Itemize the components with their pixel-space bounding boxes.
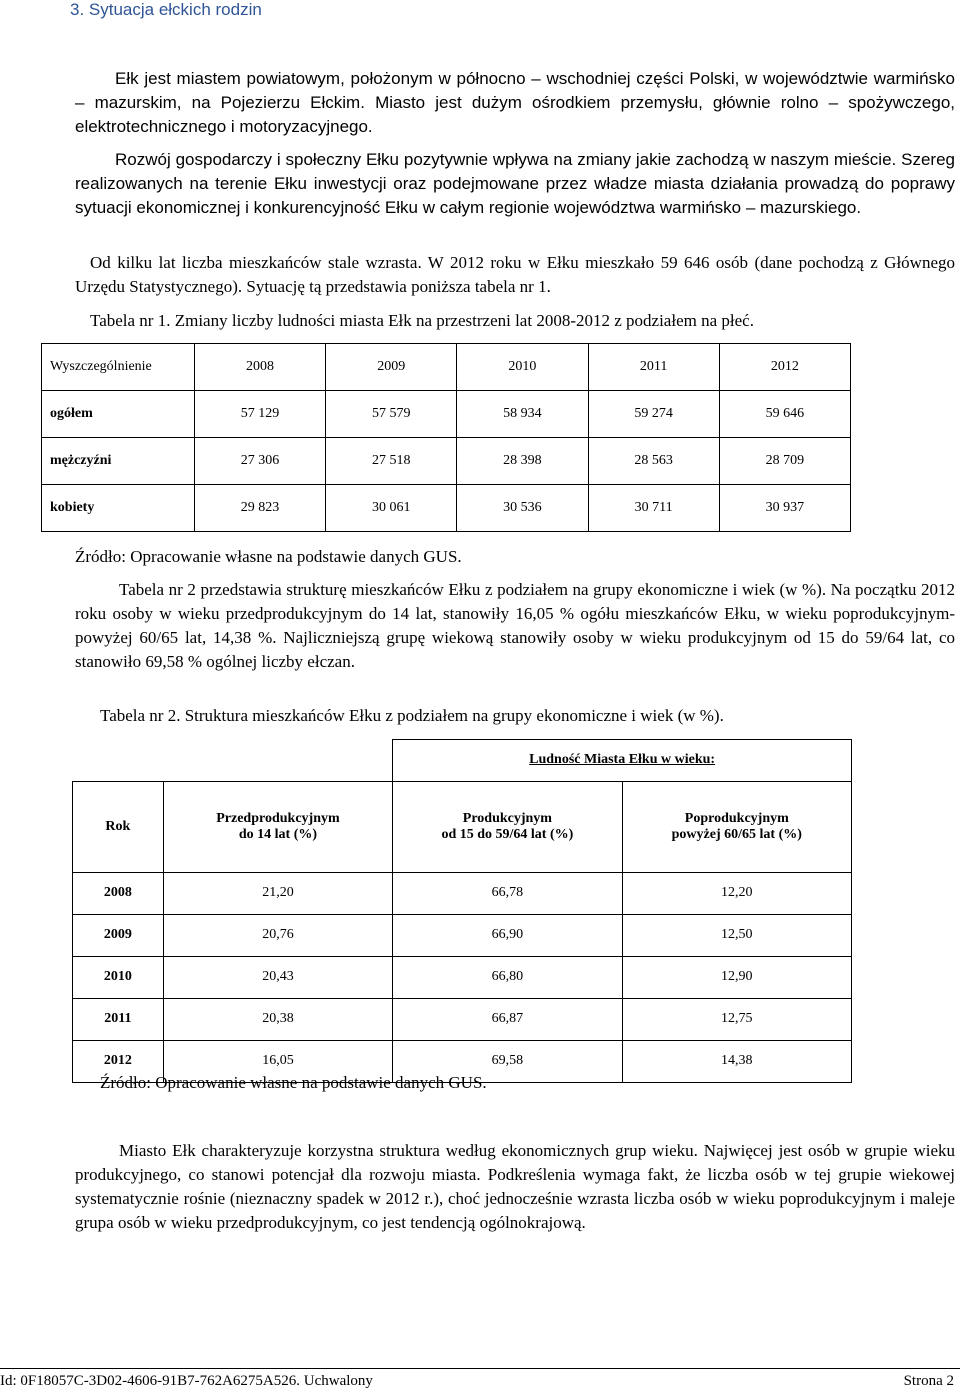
row-year: 2008 [73,872,164,914]
table-header-cell: 2010 [457,344,588,391]
age-structure-table [72,739,852,1083]
table-cell: 59 646 [719,391,850,438]
table-cell: 66,78 [393,872,622,914]
table-cell: 66,87 [393,998,622,1040]
row-year: 2009 [73,914,164,956]
table-cell: 30 061 [326,485,457,532]
table-row [42,391,851,438]
table-cell: 57 129 [194,391,325,438]
paragraph-population [75,251,955,299]
table-row [73,914,852,956]
table2-source: Źródło: Opracowanie własne na podstawie danych GUS. [100,1073,487,1092]
table-header-row [42,344,851,391]
table-cell: 66,80 [393,956,622,998]
table-cell: 30 536 [457,485,588,532]
table-cell: 12,20 [622,872,851,914]
document-id: Id: 0F18057C-3D02-4606-91B7-762A6275A526. Uchwalony [0,1373,373,1389]
row-label: ogółem [42,391,195,438]
table-header-cell: Wyszczególnienie [42,344,195,391]
paragraph-intro-text: Ełk jest miastem powiatowym, położonym w północno – wschodniej części Polski, w województwie warmińsko – mazurskim, na Pojezierzu Ełckim. Miasto jest dużym ośrodkiem przemysłu, głównie rolno – spożywczego, elektrotechnicznego i motoryzacyjnego. [75,69,955,136]
table-header-cell: 2012 [719,344,850,391]
paragraph-development [75,148,955,220]
page-footer [0,1368,960,1392]
paragraph-structure-text: Tabela nr 2 przedstawia strukturę mieszkańców Ełku z podziałem na grupy ekonomiczne i wiek (w %). Na początku 2012 roku osoby w wieku przedprodukcyjnym do 14 lat, stanowiły 16,05 % ogółu mieszkańców Ełku, w wieku poprodukcyjnym- powyżej 60/65 lat, 14,38 %. Najliczniejszą grupę wiekową stanowiły osoby w wieku produkcyjnym od 15 do 59/64 lat, co stanowiło 69,58 % ogólnej liczby ełczan. [75,580,955,671]
paragraph-population-text: Od kilku lat liczba mieszkańców stale wzrasta. W 2012 roku w Ełku mieszkało 59 646 osób (dane pochodzą z Głównego Urzędu Statystycznego). Sytuację tą przedstawia poniższa tabela nr 1. [75,253,955,296]
table-cell: 20,38 [163,998,393,1040]
col-header-line: Produkcyjnym [462,810,552,826]
col-header-postproductive [622,781,851,872]
row-label: kobiety [42,485,195,532]
table-cell: 30 937 [719,485,850,532]
table-cell: 20,43 [163,956,393,998]
table-cell: 28 398 [457,438,588,485]
table-row [42,485,851,532]
col-header-line: od 15 do 59/64 lat (%) [441,826,574,842]
table-cell: 27 518 [326,438,457,485]
col-header-line: powyżej 60/65 lat (%) [671,826,802,842]
group-header-text: Ludność Miasta Ełku w wieku: [529,752,716,768]
table-cell: 14,38 [622,1040,851,1082]
table1-caption: Tabela nr 1. Zmiany liczby ludności miasta Ełk na przestrzeni lat 2008-2012 z podziałem na płeć. [90,311,754,330]
table-cell: 21,20 [163,872,393,914]
table-header-cell: 2009 [326,344,457,391]
section-heading: 3. Sytuacja ełckich rodzin [70,0,262,19]
row-year: 2010 [73,956,164,998]
table-header-cell: 2011 [588,344,719,391]
paragraph-development-text: Rozwój gospodarczy i społeczny Ełku pozytywnie wpływa na zmiany jakie zachodzą w naszym mieście. Szereg realizowanych na terenie Ełku inwestycji oraz podejmowane przez władze miasta działania prowadzą do poprawy sytuacji ekonomicznej i konkurencyjność Ełku w całym regionie województwa warmińsko – mazurskiego. [75,150,955,217]
paragraph-conclusion [75,1139,955,1235]
col-header-year: Rok [73,781,164,872]
table-header-cell: 2008 [194,344,325,391]
col-header-line: do 14 lat (%) [238,826,318,842]
paragraph-structure [75,578,955,674]
table-cell: 28 563 [588,438,719,485]
table-cell: 20,76 [163,914,393,956]
table-cell: 16,05 [163,1040,393,1082]
col-header-preproductive [163,781,393,872]
table-cell: 59 274 [588,391,719,438]
table-cell: 66,90 [393,914,622,956]
group-header-cell [393,740,852,782]
table-cell: 12,90 [622,956,851,998]
table-cell: 69,58 [393,1040,622,1082]
col-header-line: Poprodukcyjnym [684,810,789,826]
row-year: 2011 [73,998,164,1040]
col-header-productive [393,781,622,872]
paragraph-conclusion-text: Miasto Ełk charakteryzuje korzystna struktura według ekonomicznych grup wieku. Najwięcej jest osób w grupie wieku produkcyjnego, co stanowi potencjał dla rozwoju miasta. Podkreślenia wymaga fakt, że liczba osób w tej grupie wiekowej systematycznie rośnie (nieznaczny spadek w 2012 r.), choć jednocześnie wzrasta liczba osób w wieku poprodukcyjnym i maleje grupa osób w wieku przedprodukcyjnym, co jest tendencją ogólnokrajową. [75,1141,955,1232]
table-cell: 28 709 [719,438,850,485]
population-table [41,343,851,532]
table-cell: 58 934 [457,391,588,438]
table2-caption: Tabela nr 2. Struktura mieszkańców Ełku z podziałem na grupy ekonomiczne i wiek (w %). [100,706,724,725]
table-cell: 30 711 [588,485,719,532]
paragraph-intro [75,67,955,139]
table-cell: 12,75 [622,998,851,1040]
row-label: mężczyźni [42,438,195,485]
table-header-row [73,781,852,872]
page-number: Strona 2 [903,1373,954,1389]
table-row [73,998,852,1040]
table-row [73,956,852,998]
col-header-line: Przedprodukcyjnym [216,810,340,826]
table-row [42,438,851,485]
table1-source: Źródło: Opracowanie własne na podstawie danych GUS. [75,547,462,566]
table-cell: 57 579 [326,391,457,438]
table-row [73,872,852,914]
table-cell: 12,50 [622,914,851,956]
table-cell: 29 823 [194,485,325,532]
group-header-row [73,740,852,782]
table-cell: 27 306 [194,438,325,485]
row-year: 2012 [73,1040,164,1082]
